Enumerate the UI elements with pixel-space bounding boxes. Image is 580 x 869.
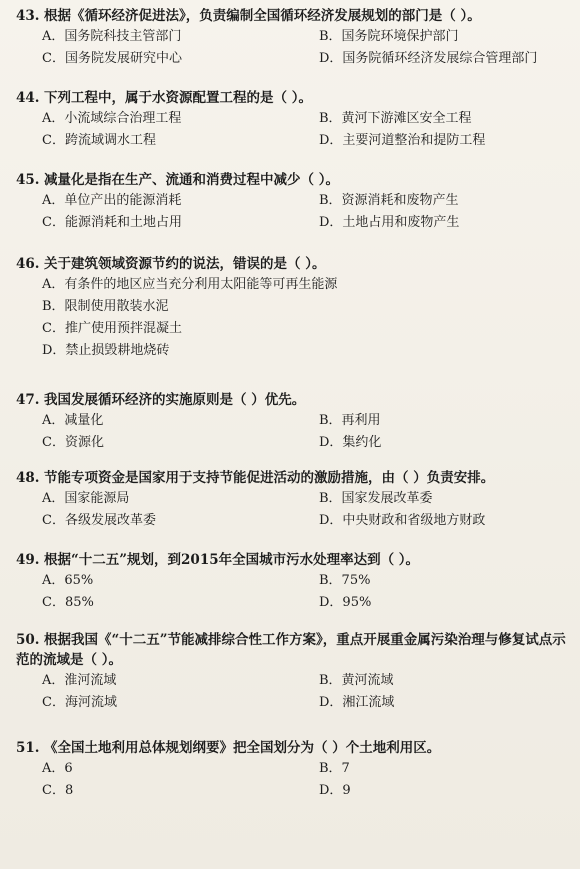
question-47 xyxy=(16,390,570,468)
question-text: 节能专项资金是国家用于支持节能促进活动的激励措施，由（ ）负责安排。 xyxy=(44,470,495,486)
option-a: A．6 xyxy=(42,761,73,776)
question-50 xyxy=(16,630,570,738)
option-a: A．有条件的地区应当充分利用太阳能等可再生能源 xyxy=(42,277,338,292)
options xyxy=(16,190,570,234)
question-number: 43. xyxy=(16,8,40,24)
options xyxy=(16,570,570,614)
question-text: 减量化是指在生产、流通和消费过程中减少（ ）。 xyxy=(44,172,339,188)
question-48 xyxy=(16,468,570,550)
option-a: A．国务院科技主管部门 xyxy=(42,29,182,44)
option-b: B．国务院环境保护部门 xyxy=(319,29,459,44)
option-b: B．黄河下游滩区安全工程 xyxy=(319,111,472,126)
option-a: A．单位产出的能源消耗 xyxy=(42,193,182,208)
question-text: 根据“十二五”规划，到2015年全国城市污水处理率达到（ ）。 xyxy=(44,552,420,568)
option-b: B．国家发展改革委 xyxy=(319,491,433,506)
question-text: 我国发展循环经济的实施原则是（ ）优先。 xyxy=(44,392,306,408)
question-stem xyxy=(16,254,570,274)
question-49 xyxy=(16,550,570,630)
question-text: 下列工程中，属于水资源配置工程的是（ ）。 xyxy=(44,90,312,106)
option-c: C．跨流域调水工程 xyxy=(42,133,156,148)
option-c: C．各级发展改革委 xyxy=(42,513,156,528)
option-a: A．淮河流域 xyxy=(42,673,117,688)
options xyxy=(16,488,570,532)
question-stem xyxy=(16,550,570,570)
question-text: 《全国土地利用总体规划纲要》把全国划分为（ ）个土地利用区。 xyxy=(44,740,441,756)
options xyxy=(16,670,570,714)
option-b: B．黄河流域 xyxy=(319,673,394,688)
question-text: 根据我国《“十二五”节能减排综合性工作方案》，重点开展重金属污染治理与修复试点示范的流域是（ ）。 xyxy=(16,632,566,668)
option-c: C．85% xyxy=(42,595,94,610)
option-b: B．资源消耗和废物产生 xyxy=(319,193,459,208)
option-c: C．资源化 xyxy=(42,435,104,450)
option-b: B．75% xyxy=(319,573,371,588)
question-44 xyxy=(16,88,570,170)
question-stem xyxy=(16,6,570,26)
question-46 xyxy=(16,254,570,390)
question-number: 45. xyxy=(16,172,40,188)
question-text: 关于建筑领域资源节约的说法，错误的是（ ）。 xyxy=(44,256,326,272)
option-b: B．7 xyxy=(319,761,350,776)
option-a: A．国家能源局 xyxy=(42,491,130,506)
question-number: 48. xyxy=(16,470,40,486)
question-43 xyxy=(16,6,570,88)
option-a: A．小流域综合治理工程 xyxy=(42,111,182,126)
option-c: C．海河流域 xyxy=(42,695,117,710)
option-c: C．推广使用预拌混凝土 xyxy=(42,321,182,336)
option-d: D．95% xyxy=(319,595,372,610)
question-text: 根据《循环经济促进法》，负责编制全国循环经济发展规划的部门是（ ）。 xyxy=(44,8,481,24)
question-number: 44. xyxy=(16,90,40,106)
option-c: C．能源消耗和土地占用 xyxy=(42,215,182,230)
options xyxy=(16,274,570,362)
question-stem xyxy=(16,170,570,190)
question-stem xyxy=(16,738,570,758)
option-a: A．减量化 xyxy=(42,413,104,428)
options xyxy=(16,26,570,70)
question-stem xyxy=(16,88,570,108)
question-number: 46. xyxy=(16,256,40,272)
question-51 xyxy=(16,738,570,824)
option-d: D．9 xyxy=(319,783,351,798)
option-d: D．湘江流域 xyxy=(319,695,395,710)
question-stem xyxy=(16,468,570,488)
option-d: D．禁止损毁耕地烧砖 xyxy=(42,343,170,358)
question-number: 47. xyxy=(16,392,40,408)
options xyxy=(16,108,570,152)
option-c: C．8 xyxy=(42,783,74,798)
question-45 xyxy=(16,170,570,254)
question-number: 51. xyxy=(16,740,40,756)
question-stem xyxy=(16,630,570,670)
option-a: A．65% xyxy=(42,573,94,588)
option-b: B．再利用 xyxy=(319,413,381,428)
option-d: D．主要河道整治和提防工程 xyxy=(319,133,486,148)
options xyxy=(16,758,570,802)
question-stem xyxy=(16,390,570,410)
question-number: 50. xyxy=(16,632,40,648)
option-d: D．集约化 xyxy=(319,435,382,450)
option-d: D．中央财政和省级地方财政 xyxy=(319,513,486,528)
option-d: D．国务院循环经济发展综合管理部门 xyxy=(319,51,538,66)
options xyxy=(16,410,570,454)
question-number: 49. xyxy=(16,552,40,568)
option-c: C．国务院发展研究中心 xyxy=(42,51,182,66)
option-b: B．限制使用散装水泥 xyxy=(42,299,169,314)
option-d: D．土地占用和废物产生 xyxy=(319,215,460,230)
